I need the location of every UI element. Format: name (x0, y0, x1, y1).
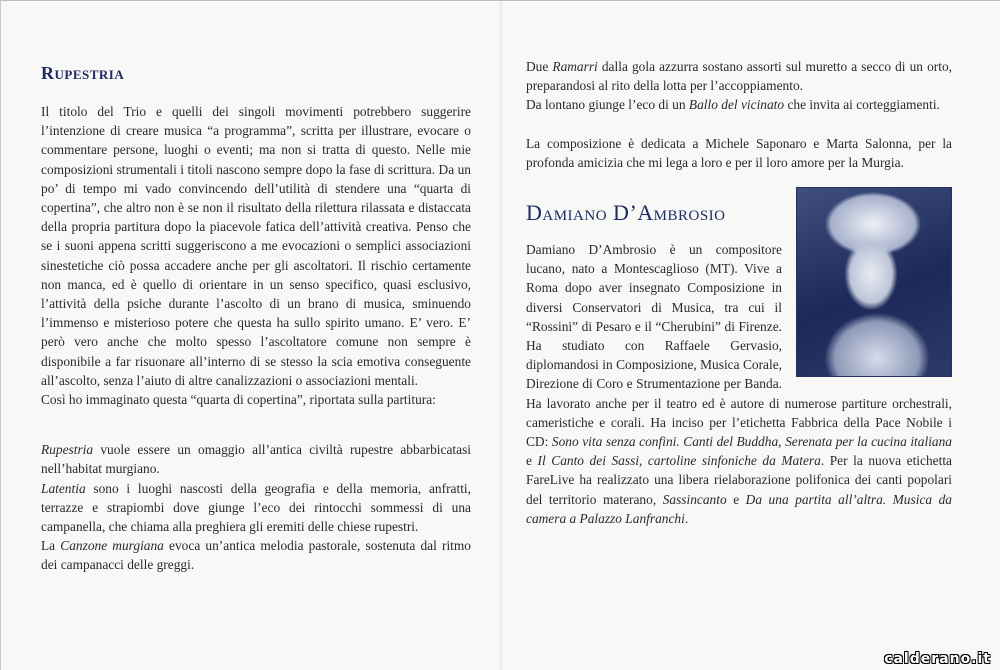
bio-end: . (684, 510, 689, 526)
ramarri-paragraph (526, 57, 952, 95)
ramarri-name: Ramarri (552, 59, 598, 74)
cd-title-1: Sono vita senza confini. Canti del Buddha (551, 434, 779, 450)
cd-title-3: Il Canto dei Sassi, cartoline sinfoniche da Matera (537, 453, 821, 469)
rupestria-paragraph (41, 440, 471, 478)
dedication-paragraph: La composizione è dedicata a Michele Saponaro e Marta Salonna, per la profonda amicizia che mi lega a loro e per il loro amore per la Murgia. (526, 135, 952, 170)
canzone-text: evoca un’antica melodia pastorale, sostenuta dal ritmo dei campanacci delle greggi. (41, 538, 471, 573)
bio-separator: e (526, 453, 538, 469)
latentia-name: Latentia (41, 480, 86, 496)
latentia-paragraph (41, 479, 471, 537)
cd-title-5: Da una partita all’altra. Musica da camera a Palazzo Lanfranchi (526, 491, 952, 526)
rupestria-title: Rupestria (41, 63, 125, 83)
cd-title-2: Serenata per la cucina italiana (785, 434, 952, 450)
ballo-name: Ballo del vicinato (688, 97, 785, 113)
canzone-name: Canzone murgiana (60, 538, 164, 554)
bio-separator: , (778, 434, 786, 450)
cd-title-4: Sassincanto (662, 491, 727, 507)
canzone-paragraph (41, 536, 471, 574)
composer-photo (796, 187, 952, 377)
bio-text-1: Damiano D’Ambrosio è un compositore lucano, nato a Montescaglioso (MT). Vive a Roma dopo aver insegnato Composizione in diversi Conservatori di Musica, tra cui il “Rossini” di Pesaro e il “Cherubini” di Firenze. Ha studiato con Raffaele Gervasio, diplomandosi in Composizione, Musica Corale, Direzione di Coro e Strumentazione per Banda. Ha lavorato anche per il teatro ed è autore di numerose partiture orchestrali, cameristiche e corali. Ha inciso per l’etichetta Fabbrica della Pace Nobile i CD: (526, 242, 952, 450)
left-column (41, 63, 471, 575)
rupestria-text: vuole essere un omaggio all’antica civiltà rupestre abbarbicatasi nell’habitat murgiano. (41, 442, 471, 477)
latentia-text: sono i luoghi nascosti della geografia e della memoria, anfratti, terrazze e strapiombi dove giunge l’eco dei rintocchi sommessi di una campanella, che chiama alla preghiera gli eremiti delle chiese rupestri. (41, 480, 471, 535)
biography-section (526, 200, 952, 528)
bio-separator: e (726, 491, 746, 507)
site-watermark: calderano.it (884, 651, 991, 667)
ramarri-pre: Due (526, 59, 553, 74)
canzone-pre: La (41, 538, 61, 554)
rupestria-name: Rupestria (41, 442, 94, 458)
page-fold (500, 1, 502, 670)
ramarri-text: dalla gola azzurra sostano assorti sul muretto a secco di un orto, preparandosi al rito della lotta per l’accoppiamento. (526, 59, 952, 94)
ballo-text: che invita ai corteggiamenti. (784, 97, 940, 113)
ballo-paragraph (526, 95, 952, 114)
ballo-pre: Da lontano giunge l’eco di un (526, 97, 689, 113)
right-column (526, 57, 952, 528)
composer-name-title: Damiano D’Ambrosio (526, 200, 726, 226)
intro-text: Il titolo del Trio e quelli dei singoli movimenti potrebbero suggerire l’intenzione di creare musica “a programma”, scritta per illustrare, evocare o commentare persone, luoghi o eventi; ma non si tratta di questo. Nelle mie composizioni strumentali i titoli nascono sempre dopo la fase di scrittura. Da un po’ di tempo mi vado convincendo dell’utilità di stendere una “quarta di copertina”, che altro non è se non il risultato della rilettura rilassata e distaccata della propria partitura dopo la piacevole fatica dell’attività creativa. Penso che se i suoni appena scritti suggeriscono a me evocazioni o semplici associazioni sinestetiche ciò possa accadere anche per gli ascoltatori. Il rischio certamente non manca, ed è quello di orientare in un senso specifico, quasi esclusivo, l’attività della psiche durante l’ascolto di un brano di musica, sminuendo l’immenso e misterioso potere che questa ha sullo spirito umano. E’ vero. E’ però vero anche che molto spesso l’ascoltatore comune non sempre è disponibile a far risuonare all’interno di se stesso la scia emotiva conseguente all’ascolto, senza l’aiuto di altre canalizzazioni o associazioni mentali. (41, 104, 471, 388)
bio-text-2: . Per la nuova etichetta FareLive ha realizzato una libera rielaborazione polifonica dei canti popolari del territorio materano, (526, 453, 952, 507)
intro-paragraph (41, 102, 471, 409)
intro-end-text: Così ho immaginato questa “quarta di copertina”, riportata sulla partitura: (41, 392, 436, 408)
